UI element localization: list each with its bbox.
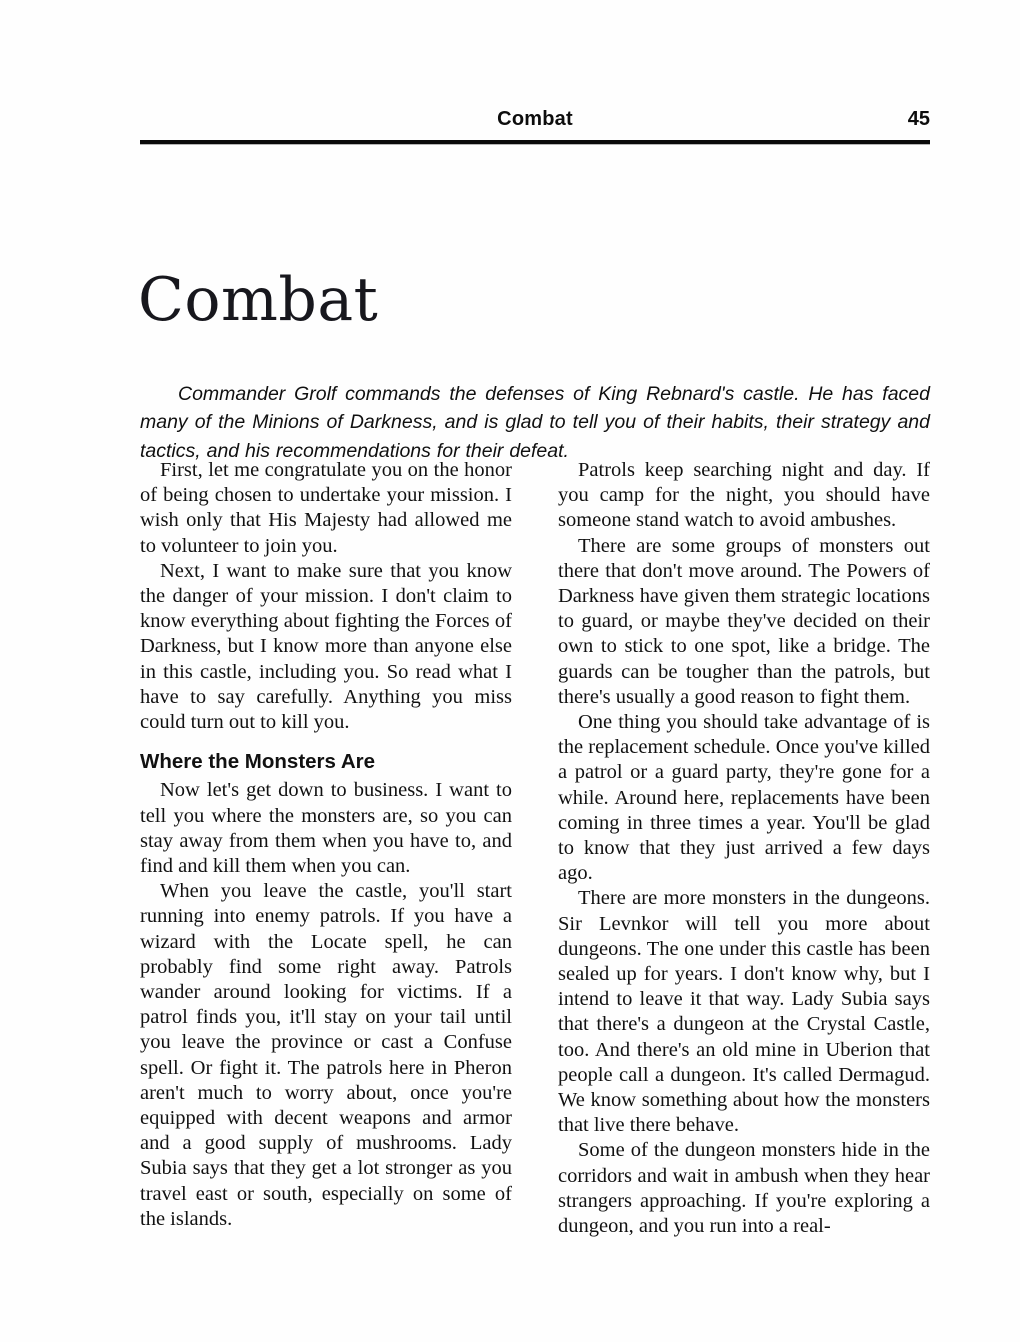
section-subheading: Where the Monsters Are <box>140 750 376 774</box>
paragraph: One thing you should take advantage of is the replacement schedule. Once you've killed a patrol or a guard party, they're gone for a while. Around here, replacements have been coming in three times a year. You'll be glad to know that they just arrived a few days ago. <box>558 711 930 885</box>
column-left <box>140 458 512 1232</box>
header-rule <box>140 140 930 144</box>
running-header <box>140 108 930 136</box>
paragraph: Next, I want to make sure that you know the danger of your mission. I don't claim to know everything about fighting the Forces of Darkness, but I know more than anyone else in this castle, including you. So read what I have to say carefully. Anything you miss could turn out to kill you. <box>140 559 512 734</box>
running-header-title: Combat <box>497 108 573 130</box>
paragraph: There are some groups of monsters out there that don't move around. The Powers of Darkness have given them strategic locations to guard, or maybe they've decided on their own to stick to one spot, like a bridge. The guards can be tougher than the patrols, but there's usually a good reason to fight them. <box>558 534 930 708</box>
body-columns <box>140 458 930 1288</box>
paragraph: Patrols keep searching night and day. If you camp for the night, you should have someone stand watch to avoid ambushes. <box>558 459 930 532</box>
page-number: 45 <box>907 108 930 130</box>
chapter-title: Combat <box>138 265 379 336</box>
chapter-lead-paragraph: Commander Grolf commands the defenses of King Rebnard's castle. He has faced many of the Minions of Darkness, and is glad to tell you of their habits, their strategy and tactics, and his recommendations for their defeat. <box>140 382 930 462</box>
paragraph: There are more monsters in the dungeons. Sir Levnkor will tell you more about dungeons. The one under this castle has been sealed up for years. I don't know why, but I intend to leave it that way. Lady Subia says that there's a dungeon at the Crystal Castle, too. And there's an old mine in Uberion that people call a dungeon. It's called Dermagud. We know something about how the monsters that live there behave. <box>558 887 930 1137</box>
paragraph: When you leave the castle, you'll start running into enemy patrols. If you have a wizard with the Locate spell, he can probably find some right away. Patrols wander around looking for victims. If a patrol finds you, it'll stay on your tail until you leave the province or cast a Confuse spell. Or fight it. The patrols here in Pheron aren't much to worry about, once you're equipped with decent weapons and armor and a good supply of mushrooms. Lady Subia says that they get a lot stronger as you travel east or south, especially on some of the islands. <box>140 880 512 1230</box>
paragraph: Some of the dungeon monsters hide in the corridors and wait in ambush when they hear strangers approaching. If you're exploring a dungeon, and you run into a real- <box>558 1139 930 1238</box>
paragraph: Now let's get down to business. I want to tell you where the monsters are, so you can stay away from them when you have to, and find and kill them when you can. <box>140 779 512 878</box>
paragraph: First, let me congratulate you on the honor of being chosen to undertake your mission. I wish only that His Majesty had allowed me to volunteer to join you. <box>140 459 512 557</box>
column-right <box>558 458 930 1239</box>
